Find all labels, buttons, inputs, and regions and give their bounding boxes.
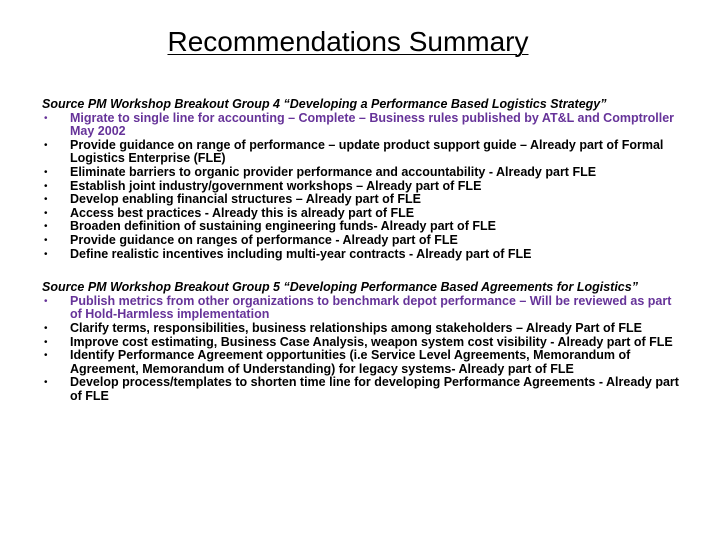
group-5-section xyxy=(42,281,682,403)
bullet-icon: • xyxy=(44,194,48,206)
list-item-text: Improve cost estimating, Business Case Analysis, weapon system cost visibility - Already part of FLE xyxy=(70,334,673,349)
list-item-text: Provide guidance on ranges of performance - Already part of FLE xyxy=(70,232,458,247)
list-item-text: Migrate to single line for accounting – Complete – Business rules published by AT&L and Comptroller May 2002 xyxy=(70,110,675,139)
bullet-icon: • xyxy=(44,248,48,260)
bullet-icon: • xyxy=(44,139,48,151)
bullet-icon: • xyxy=(44,322,48,334)
list-item-text: Develop enabling financial structures – Already part of FLE xyxy=(70,192,422,207)
list-item-text: Publish metrics from other organizations to benchmark depot performance – Will be reviewed as part of Hold-Harmless implementation xyxy=(70,293,672,322)
bullet-icon: • xyxy=(44,112,48,124)
list-item-text: Develop process/templates to shorten time line for developing Performance Agreements - Already part of FLE xyxy=(70,375,679,403)
group-5-list xyxy=(42,295,682,404)
group-4-section xyxy=(42,98,682,261)
bullet-icon: • xyxy=(44,295,48,307)
group-4-list xyxy=(42,112,682,262)
list-item xyxy=(42,207,682,221)
list-item-text: Eliminate barriers to organic provider performance and accountability - Already part FLE xyxy=(70,164,597,179)
list-item xyxy=(42,234,682,248)
bullet-icon: • xyxy=(44,166,48,178)
bullet-icon: • xyxy=(44,234,48,246)
bullet-icon: • xyxy=(44,350,48,362)
list-item-text: Clarify terms, responsibilities, business relationships among stakeholders – Already Part of FLE xyxy=(70,320,642,335)
list-item xyxy=(42,139,682,166)
list-item xyxy=(42,349,682,376)
list-item-text: Provide guidance on range of performance – update product support guide – Already part of Formal Logistics Enterprise (FLE) xyxy=(70,137,664,166)
list-item-text: Identify Performance Agreement opportunities (i.e Service Level Agreements, Memorandum of Agreement, Memorandum of Understanding) for legacy systems- Already part of FLE xyxy=(70,348,631,376)
list-item xyxy=(42,322,682,336)
bullet-icon: • xyxy=(44,221,48,233)
list-item xyxy=(42,220,682,234)
list-item-text: Access best practices - Already this is already part of FLE xyxy=(70,205,415,220)
list-item-text: Establish joint industry/government workshops – Already part of FLE xyxy=(70,178,482,193)
group-4-header: Source PM Workshop Breakout Group 4 “Developing a Performance Based Logistics Strategy” xyxy=(42,97,607,111)
group-5-header: Source PM Workshop Breakout Group 5 “Developing Performance Based Agreements for Logistics” xyxy=(42,280,638,295)
list-item xyxy=(42,376,682,403)
list-item xyxy=(42,248,682,262)
list-item xyxy=(42,295,682,322)
list-item-text: Define realistic incentives including multi-year contracts - Already part of FLE xyxy=(70,246,532,261)
bullet-icon: • xyxy=(44,207,48,219)
list-item xyxy=(42,193,682,207)
recommendations-content xyxy=(42,98,682,403)
list-item xyxy=(42,180,682,194)
bullet-icon: • xyxy=(44,377,48,389)
list-item xyxy=(42,336,682,350)
list-item xyxy=(42,112,682,139)
list-item-text: Broaden definition of sustaining engineering funds- Already part of FLE xyxy=(70,219,496,234)
list-item xyxy=(42,166,682,180)
bullet-icon: • xyxy=(44,180,48,192)
bullet-icon: • xyxy=(44,336,48,348)
page-title: Recommendations Summary xyxy=(167,26,529,57)
